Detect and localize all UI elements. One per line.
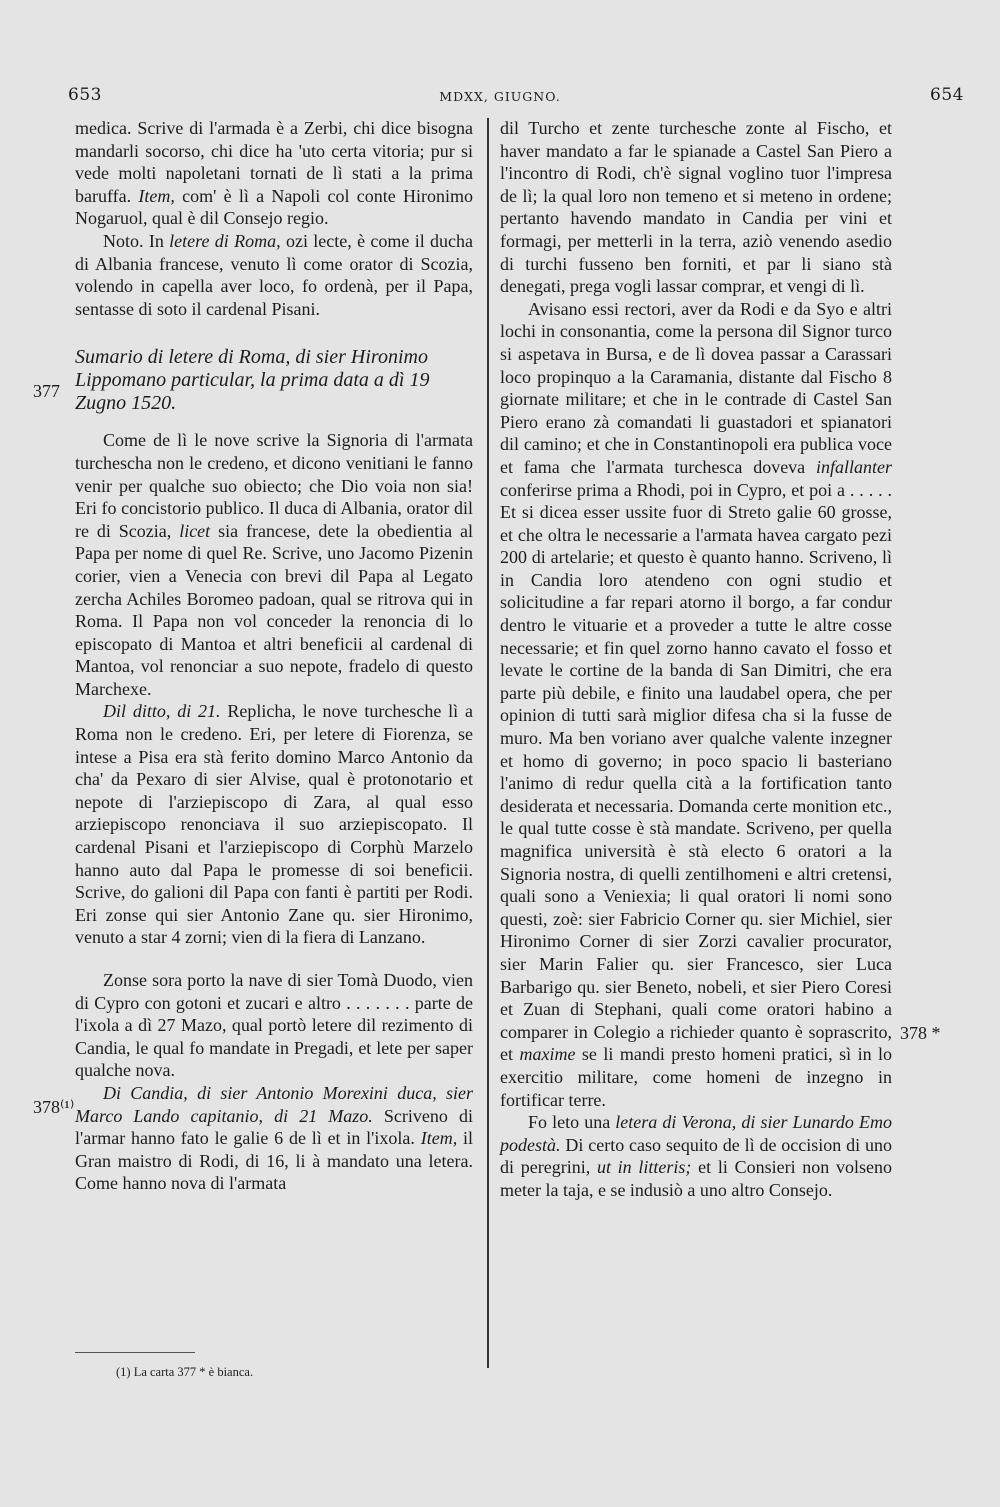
paragraph: Fo leto una letera di Verona, di sier Lunardo Emo podestà. Di certo caso sequito de lì de occision di uno di peregrini, ut in litteris; et li Consieri non volseno meter la taja, e se indusiò a uno altro Consejo.: [500, 1112, 893, 1200]
margin-note-378: 378 *: [900, 1023, 941, 1043]
footnote-rule: [75, 1352, 195, 1353]
margin-note-378-footnote: 378⁽¹⁾: [33, 1097, 75, 1117]
page-number-right: 654: [930, 85, 964, 105]
paragraph: Come de lì le nove scrive la Signoria di l'armata turchescha non le credeno, et dicono venitiani le fanno venir per qualche suo obiecto; che Dio voia non sia! Eri fo concistorio publico. Il duca di Albania, orator dil re di Scozia, licet sia francese, dete la obedientia al Papa per nome di quel Re. Scrive, uno Jacomo Pizenin corier, vien a Venecia con brevi dil Papa al Legato zercha Achiles Boromeo padoan, qual se ritrova qui in Roma. Il Papa non vol conceder la renoncia di lo episcopato di Mantoa et altri beneficii al cardenal di Mantoa, vol renonciar a suo nepote, fradelo di questo Marchexe.: [75, 430, 473, 699]
paragraph: Noto. In letere di Roma, ozi lecte, è come il ducha di Albania francese, venuto lì come orator di Scozia, volendo in capella aver loco, fo ordenà, per il Papa, sentasse di soto il cardenal Pisani.: [75, 230, 473, 319]
margin-note-377: 377: [33, 381, 60, 401]
right-column: [500, 117, 892, 1202]
footnote: (1) La carta 377 * è bianca.: [116, 1365, 254, 1379]
paragraph: Dil ditto, di 21. Replicha, le nove turchesche lì a Roma non le credeno. Eri, per letere di Fiorenza, se intese a Pisa era stà ferito domino Marco Antonio da cha' da Pexaro di sier Alvise, qual è protonotario et nepote di l'arziepiscopo di Zara, al qual esso arziepiscopo renonciava il suo arziepiscopato. Il cardenal Pisani et l'arziepiscopo di Corphù Marzelo hanno auto dal Papa le promesse di soi beneficii. Scrive, do galioni dil Papa con fanti è partiti per Rodi. Eri zonse qui sier Antonio Zane qu. sier Hironimo, venuto a star 4 zorni; vien di la fiera di Lanzano.: [75, 701, 473, 948]
page-number-left: 653: [68, 85, 102, 105]
paragraph: medica. Scrive di l'armada è a Zerbi, chi dice bisogna mandarli socorso, chi dice ha 'uto certa vitoria; pur si vede molti napoletani tornati de lì stati a la prima baruffa. Item, com' è lì a Napoli col conte Hironimo Nogaruol, qual è dil Consejo regio.: [75, 118, 474, 229]
paragraph: Avisano essi rectori, aver da Rodi e da Syo e altri lochi in consonantia, come la persona dil Signor turco si aspetava in Bursa, e de lì dovea passar a Carassari loco propinquo a la Caramania, distante dal Fischo 8 giornate militare; et che in le contrade di Castel San Piero erano zà comandati li guastadori et spianatori dil camino; et che in Constantinopoli era publica voce et fama che l'armata turchesca doveva infallanter conferirse prima a Rhodi, poi in Cypro, et poi a . . . . . Et si dicea esser ussite fuor di Streto galie 60 grosse, et che oltra le necessarie a l'armata havea cargato pezi 200 di artelarie; et questo è quanto hanno. Scriveno, lì in Candia loro atendeno con ogni studio et solicitudine a far repari atorno il borgo, a far condur dentro le vituarie et a proveder a tutte le altre cosse necessarie; et fin quel zorno hanno cavato el fosso et levate le cortine de la banda di San Dimitri, che era parte più debile, e finito una laudabel opera, che per opinion di tutti sarà miglior difesa cha si la fusse de muro. Ma ben voriano aver qualche valente inzegner et homo di governo; in poco spacio li basteriano l'animo di redur quella cità a la fortification tanto desiderata et necessaria. Domanda certe monition etc., le qual tutte cosse è stà mandate. Scriveno, per quella magnifica università è stà electo 6 oratori a la Signoria nostra, di quelli zentilhomeni e altri cretensi, quali sono a Veniexia; li qual oratori li nomi sono questi, zoè: sier Fabricio Corner qu. sier Michiel, sier Hironimo Corner di sier Zorzi cavalier procurator, sier Marin Falier qu. sier Francesco, sier Luca Barbarigo qu. sier Beneto, nobeli, et sier Piero Coresi et Zuan di Stephani, quali come oratori habino a comparer in Colegio a richieder quanto è soprascrito, et maxime se li mandi presto homeni pratici, sì in lo exercitio militare, come homeni de inzegno in fortificar terre.: [500, 298, 893, 1110]
running-title: MDXX, GIUGNO.: [439, 89, 561, 104]
paragraph: dil Turcho et zente turchesche zonte al Fischo, et haver mandato a far le spianade a Castel San Piero a l'incontro di Rodi, ch'è signal voglino tuor l'impresa de lì; la qual loro non temeno et si meteno in ordene; pertanto havendo mandato in Candia per vini et formagi, per metterli in la terra, aziò venendo asedio di turchi fusseno ben forniti, et par li siano stà denegati, prega vogli lassar comprar, et vengi di lì.: [500, 118, 892, 297]
paragraph: Zonse sora porto la nave di sier Tomà Duodo, vien di Cypro con gotoni et zucari e altro . . . . . . . parte de l'ixola a dì 27 Mazo, qual portò letere dil rezimento di Candia, le qual fo mandate in Pregadi, et lete per saper qualche nova.: [75, 970, 473, 1081]
left-column: [75, 117, 473, 1195]
section-heading: Sumario di letere di Roma, di sier Hironimo Lippomano particular, la prima data a dì 19 Zugno 1520.: [75, 346, 430, 415]
paragraph: Di Candia, di sier Antonio Morexini duca, sier Marco Lando capitanio, di 21 Mazo. Scriveno di l'armar hanno fato le galie 6 de lì et in l'ixola. Item, il Gran maistro di Rodi, di 16, li à mandato una letera. Come hanno nova di l'armata: [75, 1082, 474, 1194]
column-divider: [487, 118, 489, 1368]
